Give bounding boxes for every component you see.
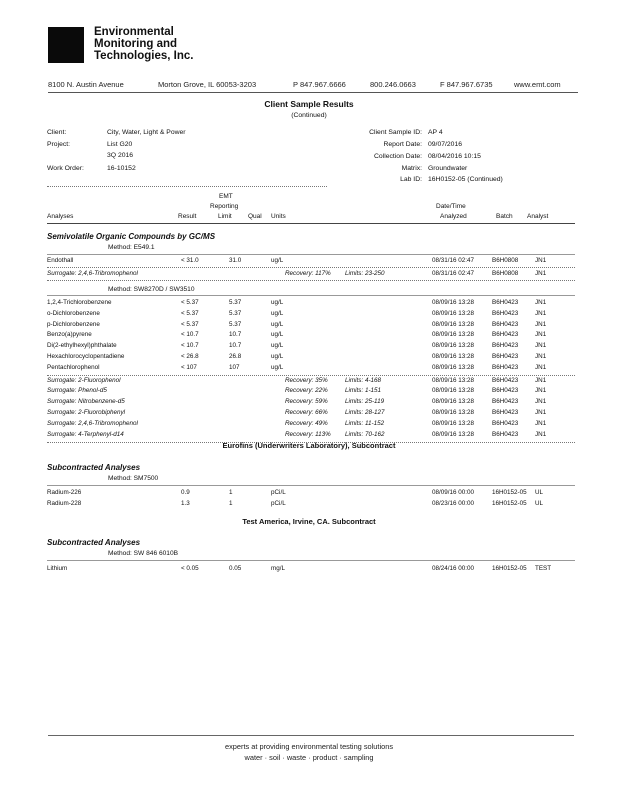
recovery-value: Recovery: 35%	[285, 376, 328, 384]
limit-value: 1	[229, 499, 233, 507]
limit-value: 31.0	[229, 257, 242, 264]
batch-value: B6H0423	[492, 430, 519, 438]
company-name-line2: Monitoring and	[94, 38, 178, 50]
method-rule-2	[47, 295, 575, 296]
analyst-value: JN1	[535, 376, 547, 384]
client-label: Client:	[47, 129, 67, 136]
batch-value: 16H0152-05	[492, 565, 527, 572]
limit-value: 107	[229, 363, 240, 371]
col-batch: Batch	[496, 213, 513, 220]
analyst-value: JN1	[535, 409, 547, 416]
limit-value: 0.05	[229, 565, 242, 572]
row-divider	[47, 267, 575, 268]
units-value: ug/L	[271, 309, 284, 317]
company-logo	[48, 27, 84, 63]
analysis-name: Benzo(a)pyrene	[47, 331, 92, 339]
recovery-value: Recovery: 113%	[285, 430, 331, 438]
units-value: ug/L	[271, 363, 284, 371]
surrogate-name: Surrogate: 2-Fluorobiphenyl	[47, 409, 126, 416]
limits-value: Limits: 28-127	[345, 409, 385, 416]
report-subtitle: (Continued)	[291, 112, 327, 119]
batch-value: 16H0152-05	[492, 499, 527, 507]
report-date-label: Report Date:	[383, 141, 422, 148]
batch-value: B6H0423	[492, 376, 519, 384]
phone-number: P 847.967.6666	[293, 80, 346, 89]
batch-value: B6H0423	[492, 331, 519, 339]
result-value: 1.3	[181, 499, 190, 507]
analyst-value: TEST	[535, 565, 552, 572]
footer-tagline: experts at providing environmental testing solutions	[224, 742, 394, 751]
analyzed-value: 08/31/16 02:47	[432, 270, 475, 277]
analyzed-value: 08/23/16 00:00	[432, 499, 475, 507]
limit-value: 5.37	[229, 320, 242, 328]
result-value: < 0.05	[181, 565, 199, 572]
analyst-value: JN1	[535, 331, 547, 339]
batch-value: B6H0423	[492, 353, 519, 360]
analysis-name: Endothall	[47, 257, 74, 264]
tollfree-number: 800.246.0663	[370, 80, 416, 89]
project-value-2: 3Q 2016	[107, 152, 134, 159]
footer-divider	[48, 735, 574, 736]
result-value: < 31.0	[181, 257, 199, 264]
limits-value: Limits: 25-119	[345, 398, 385, 406]
col-qual: Qual	[248, 213, 262, 220]
batch-value: B6H0423	[492, 363, 519, 371]
limit-value: 5.37	[229, 299, 242, 306]
analyzed-value: 08/31/16 02:47	[432, 257, 475, 264]
units-value: ug/L	[271, 353, 284, 360]
analyst-value: JN1	[535, 398, 547, 406]
analyst-value: JN1	[535, 320, 547, 328]
analyst-value: JN1	[535, 387, 547, 395]
col-emt: EMT	[219, 193, 233, 200]
work-order-label: Work Order:	[47, 165, 84, 172]
batch-value: B6H0808	[492, 257, 519, 264]
analyzed-value: 08/09/16 00:00	[432, 489, 475, 496]
website-link[interactable]: www.emt.com	[514, 80, 561, 89]
sample-id-value: AP 4	[428, 129, 443, 136]
matrix-label: Matrix:	[401, 165, 422, 172]
client-value: City, Water, Light & Power	[107, 129, 186, 136]
limits-value: Limits: 11-152	[345, 419, 385, 427]
batch-value: 16H0152-05	[492, 489, 527, 496]
units-value: ug/L	[271, 342, 284, 350]
surrogate-name: Surrogate: 2,4,6-Tribromophenol	[47, 270, 138, 277]
company-name-line3: Technologies, Inc.	[94, 50, 194, 62]
method-sm7500: Method: SM7500	[108, 475, 159, 482]
analysis-name: Radium-228	[47, 499, 82, 507]
fax-number: F 847.967.6735	[440, 80, 493, 89]
result-value: < 5.37	[181, 320, 199, 328]
method-rule-1	[47, 254, 575, 255]
limit-value: 5.37	[229, 309, 242, 317]
surrogate-name: Surrogate: 2,4,6-Tribromophenol	[47, 419, 138, 427]
col-analyzed: Analyzed	[440, 213, 467, 220]
analyzed-value: 08/09/16 13:28	[432, 409, 475, 416]
report-date-value: 09/07/2016	[428, 141, 463, 148]
analyst-value: JN1	[535, 270, 547, 277]
limit-value: 10.7	[229, 342, 242, 350]
analyst-value: UL	[535, 489, 544, 496]
batch-value: B6H0423	[492, 398, 519, 406]
analyzed-value: 08/09/16 13:28	[432, 353, 475, 360]
surrogate-name: Surrogate: Nitrobenzene-d5	[47, 398, 125, 406]
batch-value: B6H0423	[492, 419, 519, 427]
lab-id-value: 16H0152-05 (Continued)	[428, 176, 503, 183]
eurofins-heading: Eurofins (Underwriters Laboratory), Subcontract	[222, 441, 396, 450]
col-analyses: Analyses	[47, 213, 74, 220]
column-header-rule	[47, 223, 575, 224]
analyzed-value: 08/09/16 13:28	[432, 376, 475, 384]
method-rule-3	[47, 485, 575, 486]
analysis-name: Di(2-ethylhexyl)phthalate	[47, 342, 117, 350]
analysis-name: o-Dichlorobenzene	[47, 309, 100, 317]
surrogate-name: Surrogate: 2-Fluorophenol	[47, 376, 121, 384]
units-value: mg/L	[271, 565, 285, 572]
col-analyst: Analyst	[527, 213, 549, 220]
collection-date-label: Collection Date:	[374, 153, 422, 160]
units-value: ug/L	[271, 331, 284, 339]
analyst-value: JN1	[535, 257, 547, 264]
limits-value: Limits: 4-168	[345, 376, 382, 384]
footer-services: water · soil · waste · product · sampling	[244, 753, 374, 762]
batch-value: B6H0423	[492, 342, 519, 350]
collection-date-value: 08/04/2016 10:15	[428, 153, 481, 160]
analyzed-value: 08/09/16 13:28	[432, 363, 475, 371]
analysis-name: Pentachlorophenol	[47, 363, 100, 371]
batch-value: B6H0423	[492, 387, 519, 395]
col-reporting: Reporting	[210, 203, 239, 210]
limit-value: 10.7	[229, 331, 242, 339]
batch-value: B6H0423	[492, 320, 519, 328]
surrogate-name: Surrogate: Phenol-d5	[47, 387, 107, 395]
analyzed-value: 08/09/16 13:28	[432, 430, 475, 438]
analyst-value: JN1	[535, 309, 547, 317]
method-e549: Method: E549.1	[108, 244, 155, 251]
result-value: 0.9	[181, 489, 190, 496]
section-semivolatile-title: Semivolatile Organic Compounds by GC/MS	[47, 232, 216, 241]
result-value: < 5.37	[181, 309, 199, 317]
analyst-value: JN1	[535, 419, 547, 427]
analyzed-value: 08/09/16 13:28	[432, 299, 475, 306]
header-divider	[48, 92, 578, 93]
col-result: Result	[178, 213, 197, 220]
recovery-value: Recovery: 59%	[285, 398, 328, 406]
report-title: Client Sample Results	[264, 99, 354, 109]
surrogate-name: Surrogate: 4-Terphenyl-d14	[47, 430, 124, 438]
analyzed-value: 08/09/16 13:28	[432, 331, 475, 339]
testamerica-section-title: Subcontracted Analyses	[47, 538, 141, 547]
analysis-name: p-Dichlorobenzene	[47, 320, 100, 328]
limits-value: Limits: 70-162	[345, 430, 385, 438]
batch-value: B6H0423	[492, 299, 519, 306]
analyzed-value: 08/24/16 00:00	[432, 565, 475, 572]
units-value: ug/L	[271, 320, 284, 328]
analyzed-value: 08/09/16 13:28	[432, 309, 475, 317]
recovery-value: Recovery: 66%	[285, 409, 328, 416]
analyzed-value: 08/09/16 13:28	[432, 320, 475, 328]
result-value: < 10.7	[181, 342, 199, 350]
col-datetime: Date/Time	[436, 203, 466, 210]
street-address: 8100 N. Austin Avenue	[48, 80, 124, 89]
analyzed-value: 08/09/16 13:28	[432, 342, 475, 350]
project-label: Project:	[47, 141, 71, 148]
result-value: < 10.7	[181, 331, 199, 339]
result-value: < 107	[181, 363, 197, 371]
units-value: pCi/L	[271, 499, 286, 507]
limits-value: Limits: 1-151	[345, 387, 382, 395]
units-value: ug/L	[271, 257, 284, 264]
col-limit: Limit	[218, 213, 232, 220]
batch-value: B6H0808	[492, 270, 519, 277]
units-value: ug/L	[271, 299, 284, 306]
company-name-line1: Environmental	[94, 26, 174, 38]
info-divider	[47, 186, 327, 187]
analyzed-value: 08/09/16 13:28	[432, 398, 475, 406]
lab-id-label: Lab ID:	[400, 176, 422, 183]
analyst-value: JN1	[535, 299, 547, 306]
limit-value: 26.8	[229, 353, 242, 360]
limits-value: Limits: 23-250	[345, 270, 385, 277]
col-units: Units	[271, 213, 286, 220]
analyst-value: JN1	[535, 363, 547, 371]
analyst-value: JN1	[535, 342, 547, 350]
method-sw8270d: Method: SW8270D / SW3510	[108, 286, 195, 293]
city-address: Morton Grove, IL 60053-3203	[158, 80, 257, 89]
analysis-name: Hexachlorocyclopentadiene	[47, 353, 125, 360]
project-value: List G20	[107, 141, 133, 148]
method-sw846: Method: SW 846 6010B	[108, 550, 179, 557]
company-name	[94, 26, 193, 62]
analyst-value: JN1	[535, 430, 547, 438]
limit-value: 1	[229, 489, 233, 496]
batch-value: B6H0423	[492, 409, 519, 416]
units-value: pCi/L	[271, 489, 286, 496]
result-value: < 5.37	[181, 299, 199, 306]
batch-value: B6H0423	[492, 309, 519, 317]
result-value: < 26.8	[181, 353, 199, 360]
recovery-value: Recovery: 49%	[285, 419, 328, 427]
analysis-name: Radium-226	[47, 489, 82, 496]
analysis-name: Lithium	[47, 565, 68, 572]
row-divider	[47, 280, 575, 281]
sample-id-label: Client Sample ID:	[369, 129, 422, 136]
analyzed-value: 08/09/16 13:28	[432, 419, 475, 427]
analyzed-value: 08/09/16 13:28	[432, 387, 475, 395]
analyst-value: JN1	[535, 353, 547, 360]
matrix-value: Groundwater	[428, 165, 468, 172]
method-rule-4	[47, 560, 575, 561]
testamerica-heading: Test America, Irvine, CA. Subcontract	[242, 517, 376, 526]
analysis-name: 1,2,4-Trichlorobenzene	[47, 299, 112, 306]
work-order-value: 16-10152	[107, 165, 136, 172]
analyst-value: UL	[535, 499, 544, 507]
recovery-value: Recovery: 117%	[285, 270, 331, 277]
recovery-value: Recovery: 22%	[285, 387, 328, 395]
eurofins-section-title: Subcontracted Analyses	[47, 463, 141, 472]
